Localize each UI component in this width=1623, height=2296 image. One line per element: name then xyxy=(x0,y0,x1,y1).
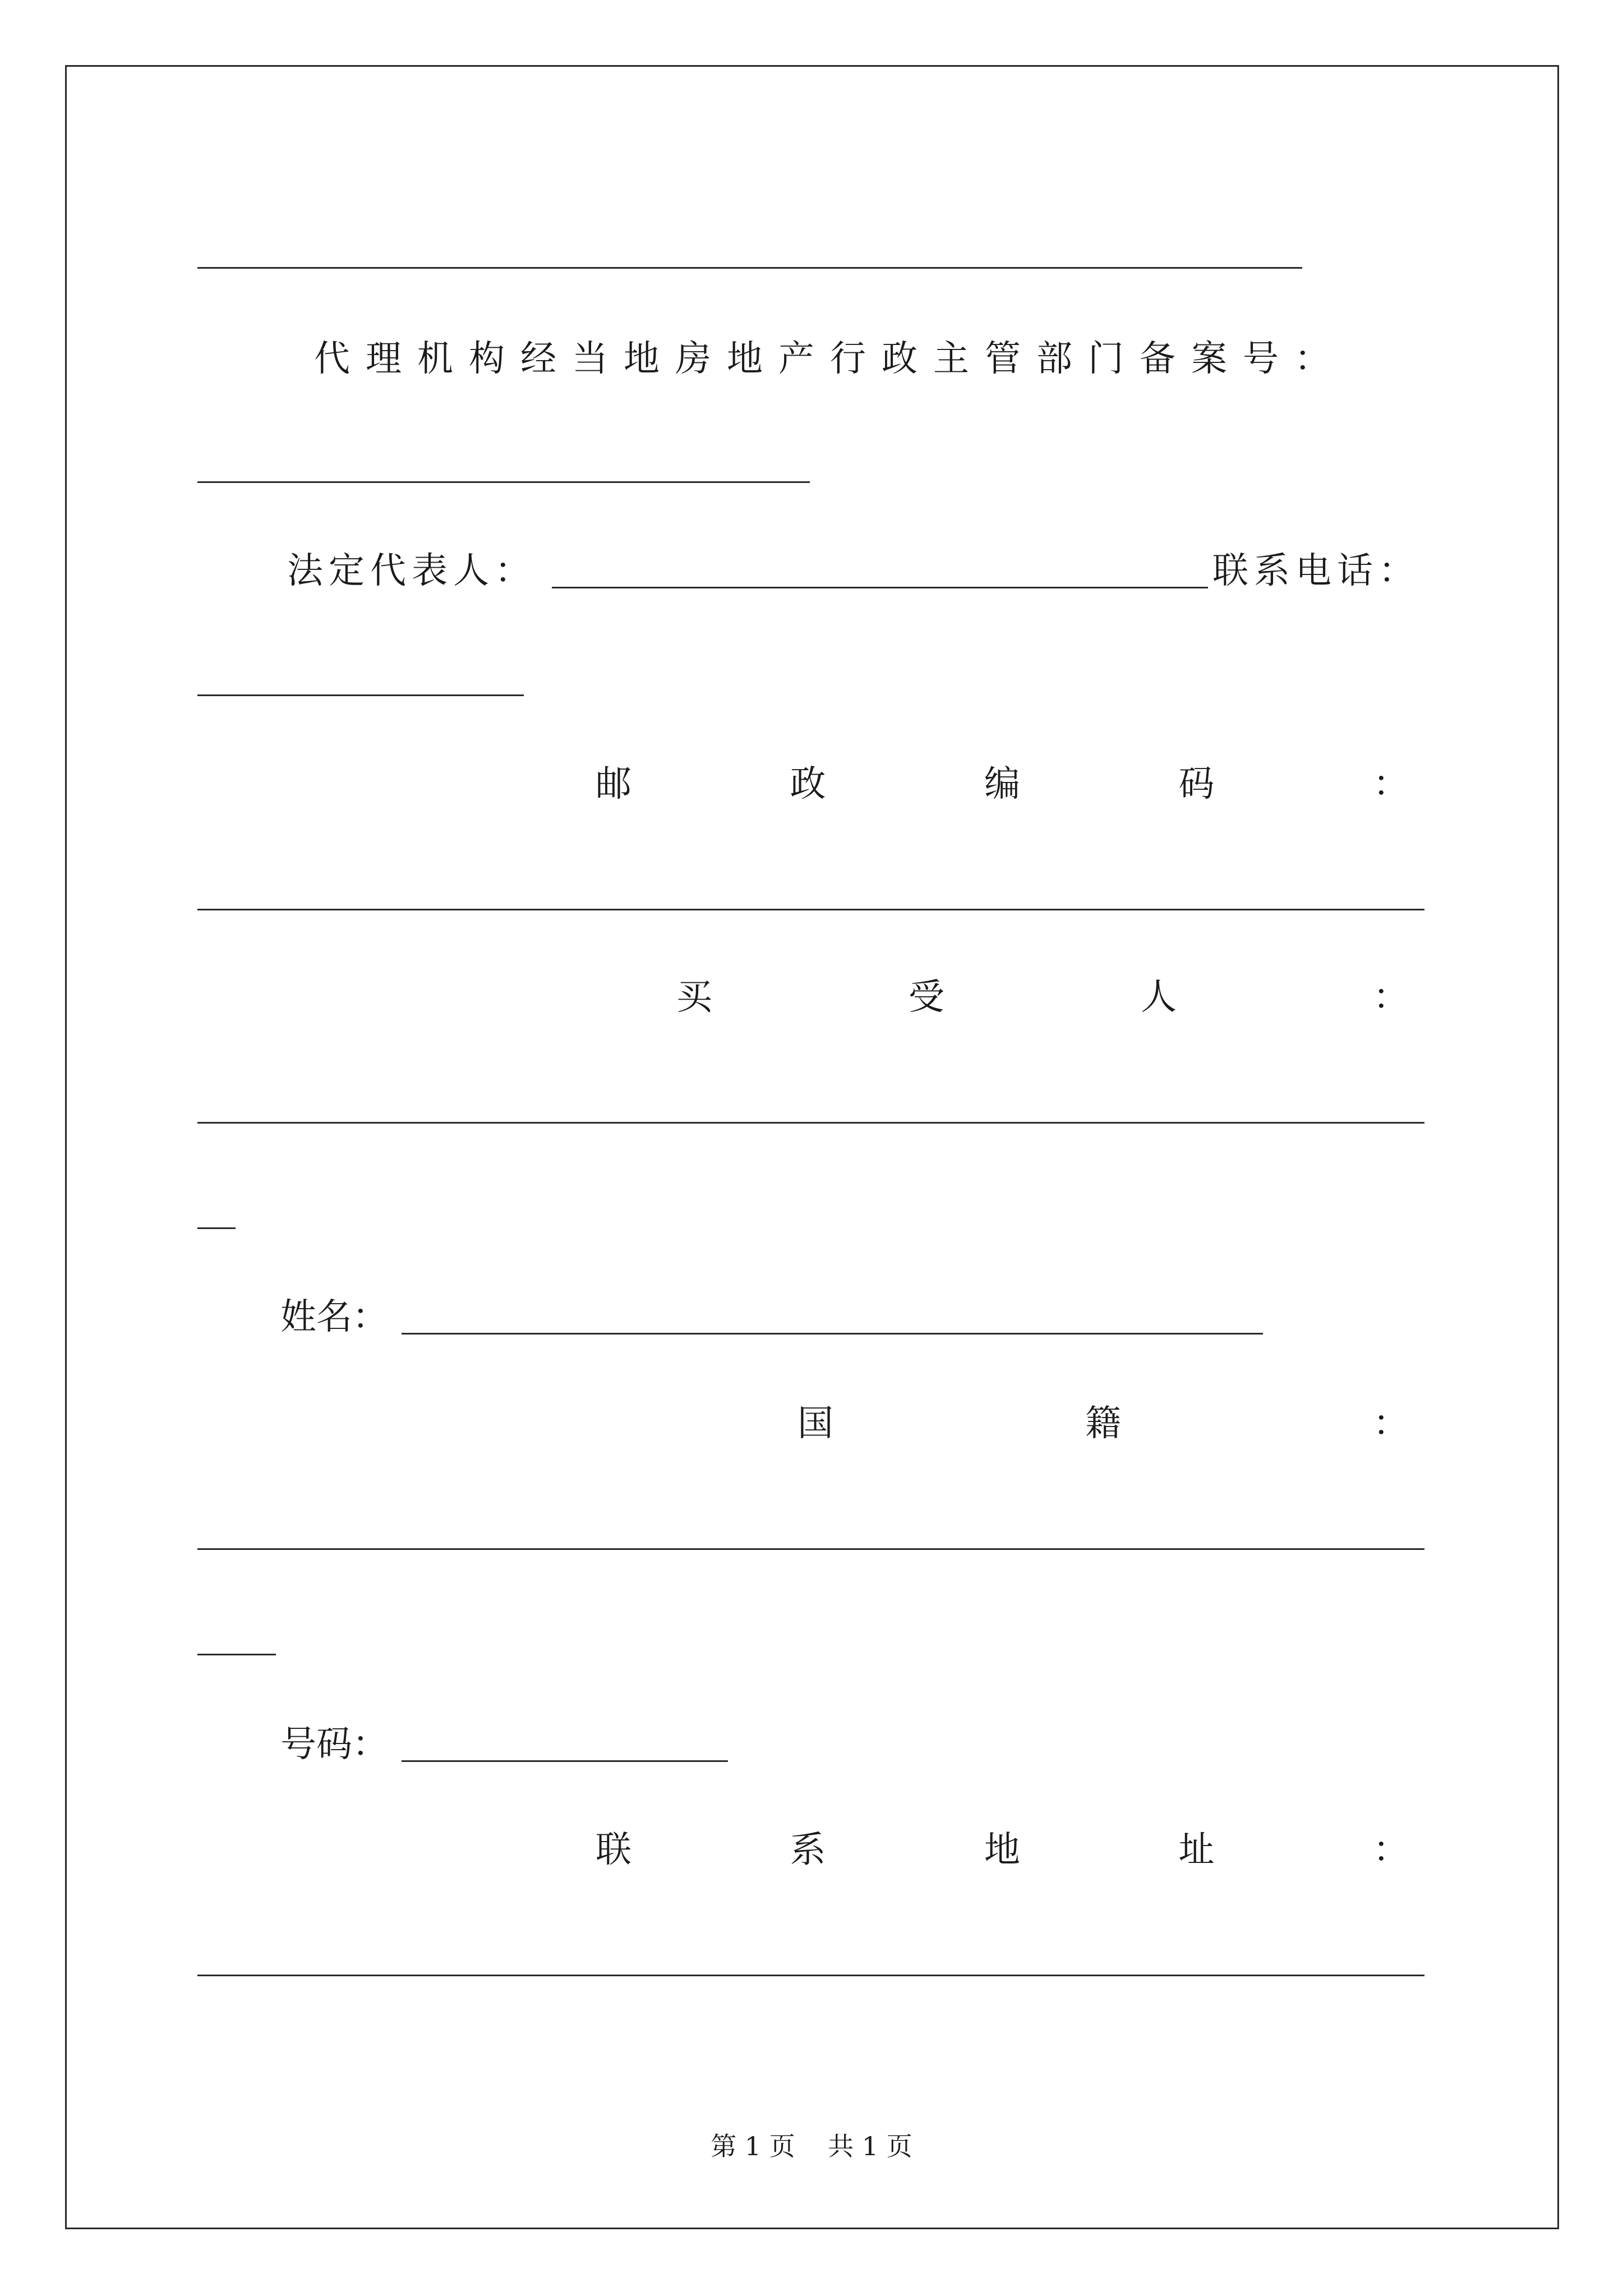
buyer-blank-line-tail[interactable] xyxy=(197,1227,236,1229)
phone-blank-line[interactable] xyxy=(197,694,524,696)
page-border xyxy=(65,65,1559,2229)
buyer-char: 买 xyxy=(676,977,712,1018)
name-blank-line[interactable] xyxy=(402,1333,1263,1335)
postcode-label xyxy=(596,763,1409,805)
number-blank-line[interactable] xyxy=(402,1760,728,1762)
postcode-char: 编 xyxy=(984,763,1020,805)
agency-record-blank-line[interactable] xyxy=(197,481,810,483)
address-label xyxy=(596,1829,1409,1871)
postcode-blank-line[interactable] xyxy=(197,909,1424,910)
name-label: 姓名： xyxy=(280,1296,388,1338)
address-char: 系 xyxy=(790,1829,826,1871)
page-footer: 第 1 页 共 1 页 xyxy=(711,2131,912,2161)
postcode-char: 政 xyxy=(790,763,826,805)
legal-rep-label: 法定代表人： xyxy=(287,550,536,592)
buyer-label xyxy=(676,977,1409,1018)
phone-label: 联系电话： xyxy=(1212,550,1420,592)
address-char: 联 xyxy=(596,1829,631,1871)
agency-record-label: 代理机构经当地房地产行政主管部门备案号： xyxy=(314,338,1346,380)
postcode-char: 码 xyxy=(1178,763,1215,805)
top-blank-line[interactable] xyxy=(197,267,1302,269)
address-char: 地 xyxy=(984,1829,1020,1871)
nationality-char: 籍 xyxy=(1085,1403,1121,1444)
nationality-blank-line[interactable] xyxy=(197,1548,1424,1550)
nationality-blank-line-tail[interactable] xyxy=(197,1654,276,1655)
address-blank-line[interactable] xyxy=(197,1975,1424,1976)
nationality-label xyxy=(797,1403,1409,1444)
legal-rep-blank-line[interactable] xyxy=(552,587,1208,588)
postcode-char: ： xyxy=(1373,763,1409,805)
nationality-char: ： xyxy=(1373,1403,1409,1444)
address-char: 址 xyxy=(1178,1829,1215,1871)
nationality-char: 国 xyxy=(797,1403,833,1444)
buyer-blank-line[interactable] xyxy=(197,1122,1424,1124)
number-label: 号码： xyxy=(280,1724,388,1765)
buyer-char: 人 xyxy=(1141,977,1177,1018)
buyer-char: ： xyxy=(1373,977,1409,1018)
address-char: ： xyxy=(1373,1829,1409,1871)
buyer-char: 受 xyxy=(909,977,944,1018)
postcode-char: 邮 xyxy=(596,763,631,805)
